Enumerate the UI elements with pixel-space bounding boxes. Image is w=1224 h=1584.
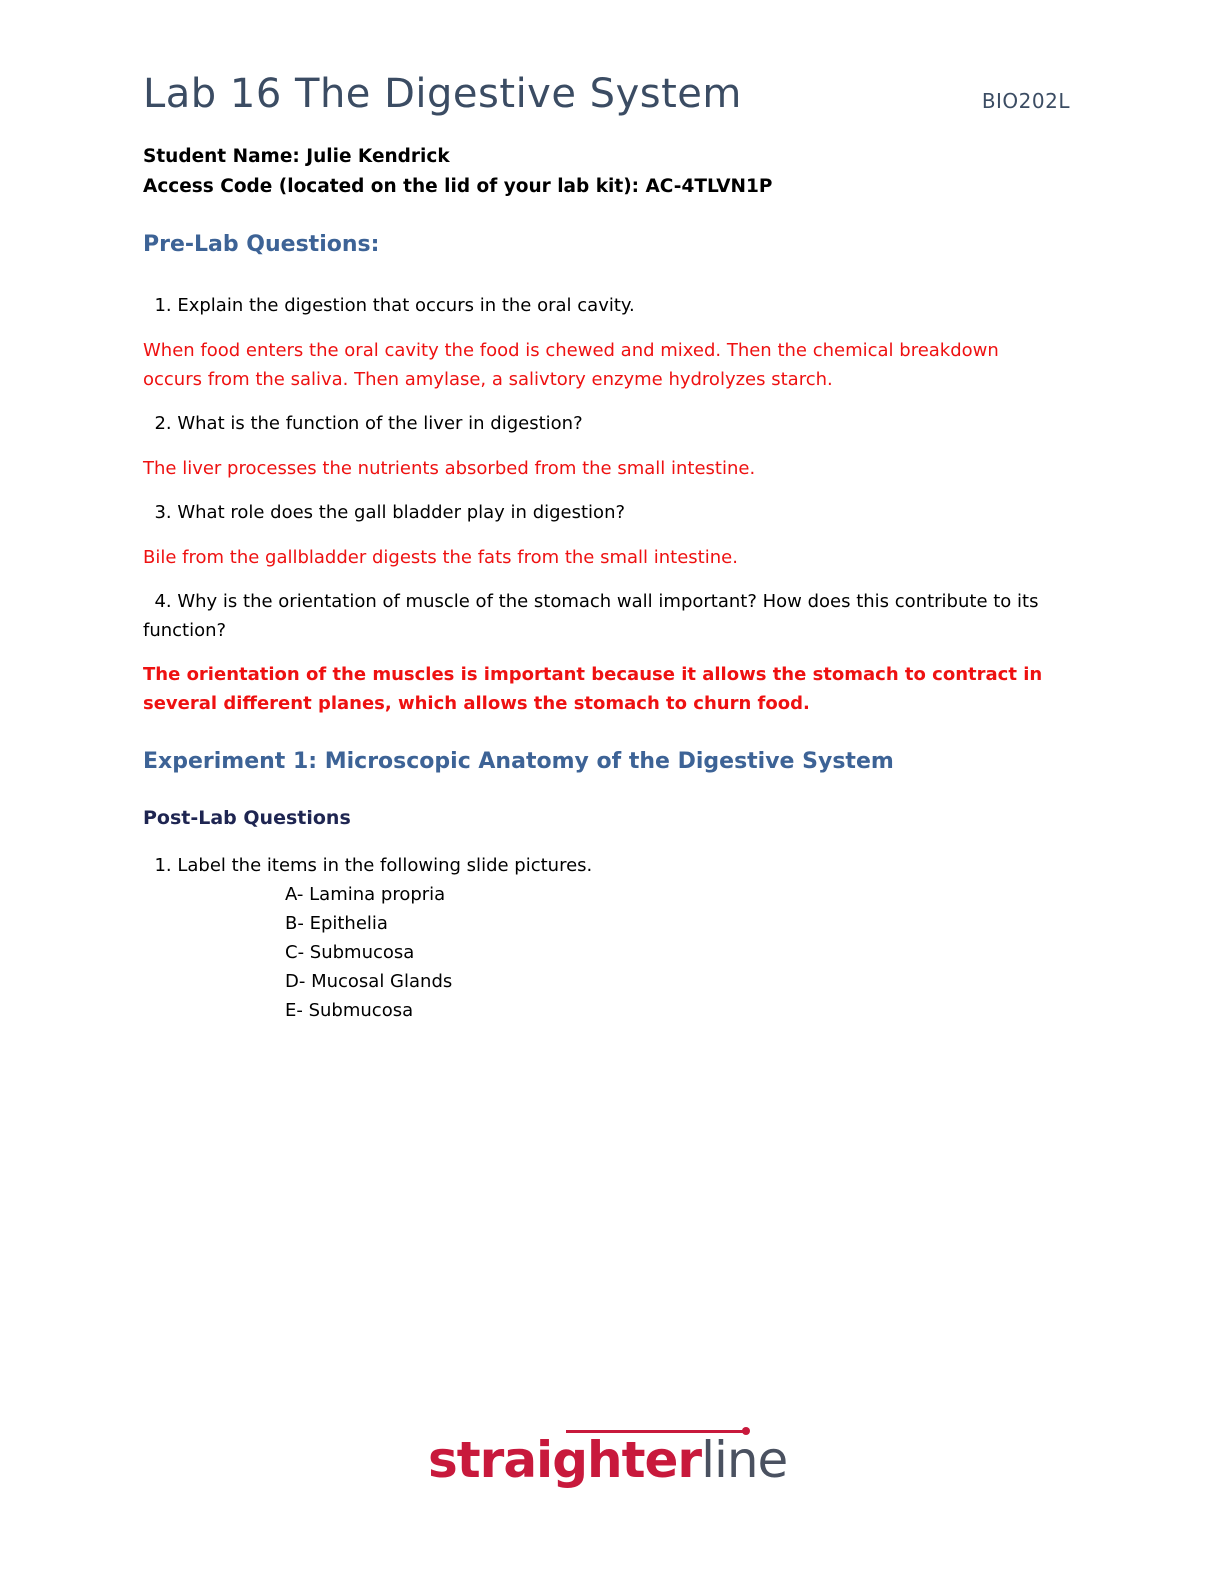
slide-label-b: B- Epithelia bbox=[285, 913, 388, 934]
prelab-answer-4: The orientation of the muscles is important because it allows the stomach to contract in several different planes, which allows the stomach to churn food. bbox=[143, 664, 1043, 714]
prelab-answer-1: When food enters the oral cavity the food is chewed and mixed. Then the chemical breakdown occurs from the saliva. Then amylase, a salivtory enzyme hydrolyzes starch. bbox=[143, 340, 999, 390]
prelab-answer-3: Bile from the gallbladder digests the fats from the small intestine. bbox=[143, 547, 738, 568]
slide-label-d: D- Mucosal Glands bbox=[285, 971, 453, 992]
prelab-answer-2: The liver processes the nutrients absorbed from the small intestine. bbox=[143, 458, 756, 479]
prelab-heading: Pre-Lab Questions: bbox=[143, 232, 380, 257]
student-name: Student Name: Julie Kendrick bbox=[143, 146, 450, 167]
prelab-question-1: 1. Explain the digestion that occurs in the oral cavity. bbox=[143, 295, 635, 316]
slide-label-e: E- Submucosa bbox=[285, 1000, 414, 1021]
page-title: Lab 16 The Digestive System bbox=[143, 71, 742, 117]
course-code: BIO202L bbox=[981, 89, 1070, 113]
postlab-heading: Post-Lab Questions bbox=[143, 807, 351, 829]
slide-label-c: C- Submucosa bbox=[285, 942, 415, 963]
experiment-heading: Experiment 1: Microscopic Anatomy of the Digestive System bbox=[143, 749, 894, 774]
postlab-question-1: 1. Label the items in the following slide pictures. bbox=[143, 855, 593, 876]
straighterline-logo bbox=[428, 1428, 788, 1492]
logo-bold-text: straighter bbox=[428, 1431, 702, 1489]
prelab-question-2: 2. What is the function of the liver in digestion? bbox=[143, 413, 583, 434]
logo-light-text: line bbox=[701, 1431, 788, 1489]
prelab-question-4: 4. Why is the orientation of muscle of the stomach wall important? How does this contribute to its function? bbox=[143, 591, 1045, 641]
slide-label-a: A- Lamina propria bbox=[285, 884, 446, 905]
access-code: Access Code (located on the lid of your lab kit): AC-4TLVN1P bbox=[143, 176, 773, 197]
slide-label-list bbox=[285, 880, 452, 1025]
prelab-question-3: 3. What role does the gall bladder play in digestion? bbox=[143, 502, 626, 523]
logo-wordmark bbox=[428, 1428, 787, 1492]
